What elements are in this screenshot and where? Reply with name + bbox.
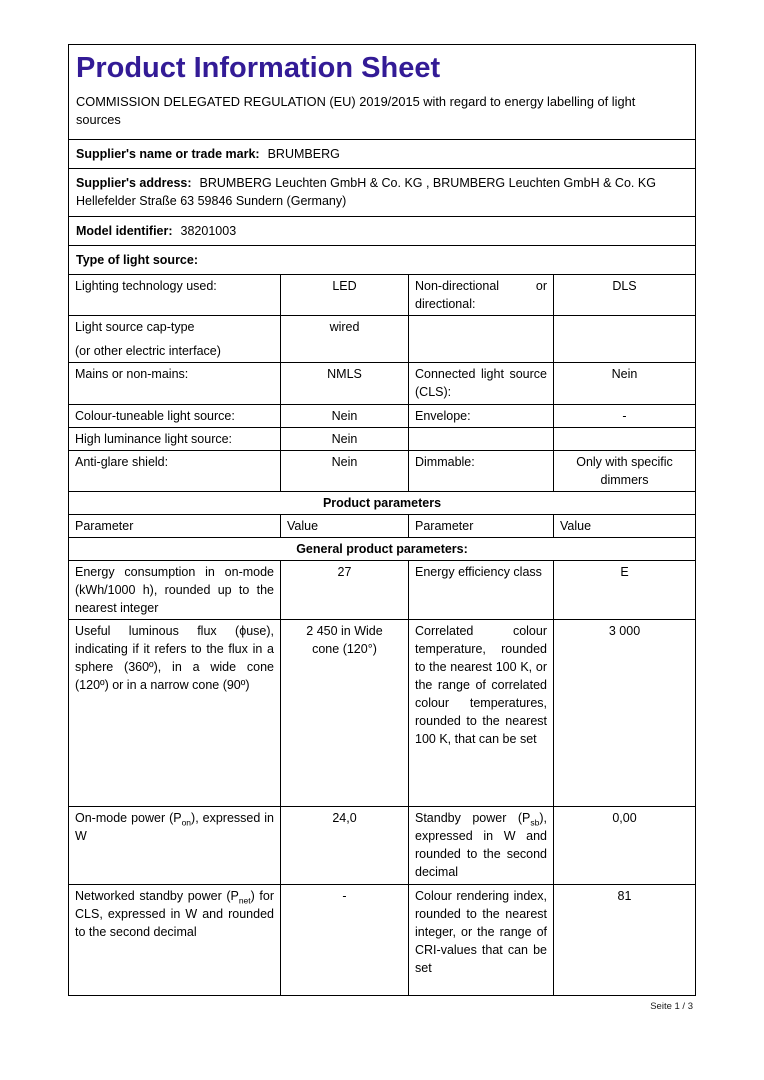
param-value: Nein (554, 363, 696, 405)
table-row (69, 807, 696, 885)
param-value: wired (281, 316, 409, 363)
param-label: Correlated colour temperature, rounded to the nearest 100 K, or the range of correlated colour temperatures, rounded to the nearest 100 K, that can be set (409, 620, 554, 807)
param-value: NMLS (281, 363, 409, 405)
table-row (69, 405, 696, 428)
empty-cell (554, 316, 696, 363)
param-label: Useful luminous flux (ϕuse), indicating if it refers to the flux in a sphere (360º), in a wide cone (120º) or in a narrow cone (90º) (69, 620, 281, 807)
table-row (69, 363, 696, 405)
label-text: ), expressed in W and rounded to the second decimal (415, 811, 547, 879)
param-label: Colour-tuneable light source: (69, 405, 281, 428)
supplier-name-label: Supplier's name or trade mark: (76, 147, 260, 161)
param-value: LED (281, 275, 409, 316)
page-title: Product Information Sheet (76, 52, 441, 84)
type-heading-row (69, 246, 696, 275)
param-label: Colour rendering index, rounded to the nearest integer, or the range of CRI-values that can be set (409, 885, 554, 996)
supplier-address-row (69, 169, 696, 217)
param-label: Anti-glare shield: (69, 451, 281, 492)
luminous-flux-value: 2 450 in Wide cone (120°) (306, 624, 383, 656)
supplier-name-cell (69, 140, 696, 169)
supplier-name-value: BRUMBERG (267, 147, 340, 161)
subscript-text: sb (530, 817, 540, 828)
param-label (69, 316, 281, 363)
param-value (281, 620, 409, 807)
param-label: Non-directional or directional: (409, 275, 554, 316)
label-text: ), expressed in W (75, 811, 274, 843)
model-identifier-label: Model identifier: (76, 224, 173, 238)
table-row (69, 885, 696, 996)
param-value: 27 (281, 561, 409, 620)
param-label: Energy consumption in on-mode (kWh/1000 h), rounded up to the nearest integer (69, 561, 281, 620)
param-value: Nein (281, 451, 409, 492)
param-value: 81 (554, 885, 696, 996)
supplier-address-cell (69, 169, 696, 217)
column-header-row (69, 515, 696, 538)
supplier-address-value: BRUMBERG Leuchten GmbH & Co. KG , BRUMBERG Leuchten GmbH & Co. KG Hellefelder Straße 63 59846 Sundern (Germany) (76, 176, 656, 208)
model-identifier-value: 38201003 (180, 224, 237, 238)
table-row (69, 275, 696, 316)
supplier-name-row (69, 140, 696, 169)
label-text: ) for CLS, expressed in W and rounded to the second decimal (75, 889, 274, 939)
param-value: 0,00 (554, 807, 696, 885)
type-of-light-source-label: Type of light source: (76, 253, 198, 267)
table-row (69, 451, 696, 492)
param-value: - (281, 885, 409, 996)
table-row (69, 620, 696, 807)
general-product-parameters-heading: General product parameters: (69, 538, 696, 561)
param-label: Dimmable: (409, 451, 554, 492)
cap-type-line2: (or other electric interface) (75, 344, 221, 358)
param-label: High luminance light source: (69, 428, 281, 451)
param-label (409, 807, 554, 885)
label-text: Standby power (P (415, 811, 531, 825)
empty-cell (554, 428, 696, 451)
model-identifier-row (69, 217, 696, 246)
table-row (69, 561, 696, 620)
section-heading-row (69, 492, 696, 515)
empty-cell (409, 428, 554, 451)
param-label: Energy efficiency class (409, 561, 554, 620)
regulation-text: COMMISSION DELEGATED REGULATION (EU) 2019/2015 with regard to energy labelling of light sources (76, 94, 636, 127)
param-label: Envelope: (409, 405, 554, 428)
column-header-value-1: Value (281, 515, 409, 538)
empty-cell (409, 316, 554, 363)
page-number: Seite 1 / 3 (650, 1001, 693, 1012)
param-value: Nein (281, 428, 409, 451)
param-value: E (554, 561, 696, 620)
column-header-parameter-1: Parameter (69, 515, 281, 538)
product-info-table (68, 44, 696, 996)
param-label (69, 807, 281, 885)
title-cell (69, 45, 696, 140)
subsection-heading-row (69, 538, 696, 561)
label-text: Networked standby power (P (75, 889, 239, 903)
param-value: 24,0 (281, 807, 409, 885)
param-label (69, 885, 281, 996)
type-heading-cell (69, 246, 696, 275)
cap-type-line1: Light source cap-type (75, 320, 195, 334)
model-identifier-cell (69, 217, 696, 246)
column-header-value-2: Value (554, 515, 696, 538)
param-label: Connected light source (CLS): (409, 363, 554, 405)
product-parameters-heading: Product parameters (69, 492, 696, 515)
param-value: Nein (281, 405, 409, 428)
param-label: Lighting technology used: (69, 275, 281, 316)
param-value: 3 000 (554, 620, 696, 807)
subscript-text: on (181, 817, 192, 828)
param-value (554, 451, 696, 492)
param-label: Mains or non-mains: (69, 363, 281, 405)
table-row (69, 316, 696, 363)
dimmable-value: Only with specific dimmers (576, 455, 673, 487)
column-header-parameter-2: Parameter (409, 515, 554, 538)
param-value: - (554, 405, 696, 428)
table-row (69, 428, 696, 451)
title-row (69, 45, 696, 140)
param-value: DLS (554, 275, 696, 316)
label-text: On-mode power (P (75, 811, 182, 825)
subscript-text: net (238, 895, 251, 906)
supplier-address-label: Supplier's address: (76, 176, 192, 190)
